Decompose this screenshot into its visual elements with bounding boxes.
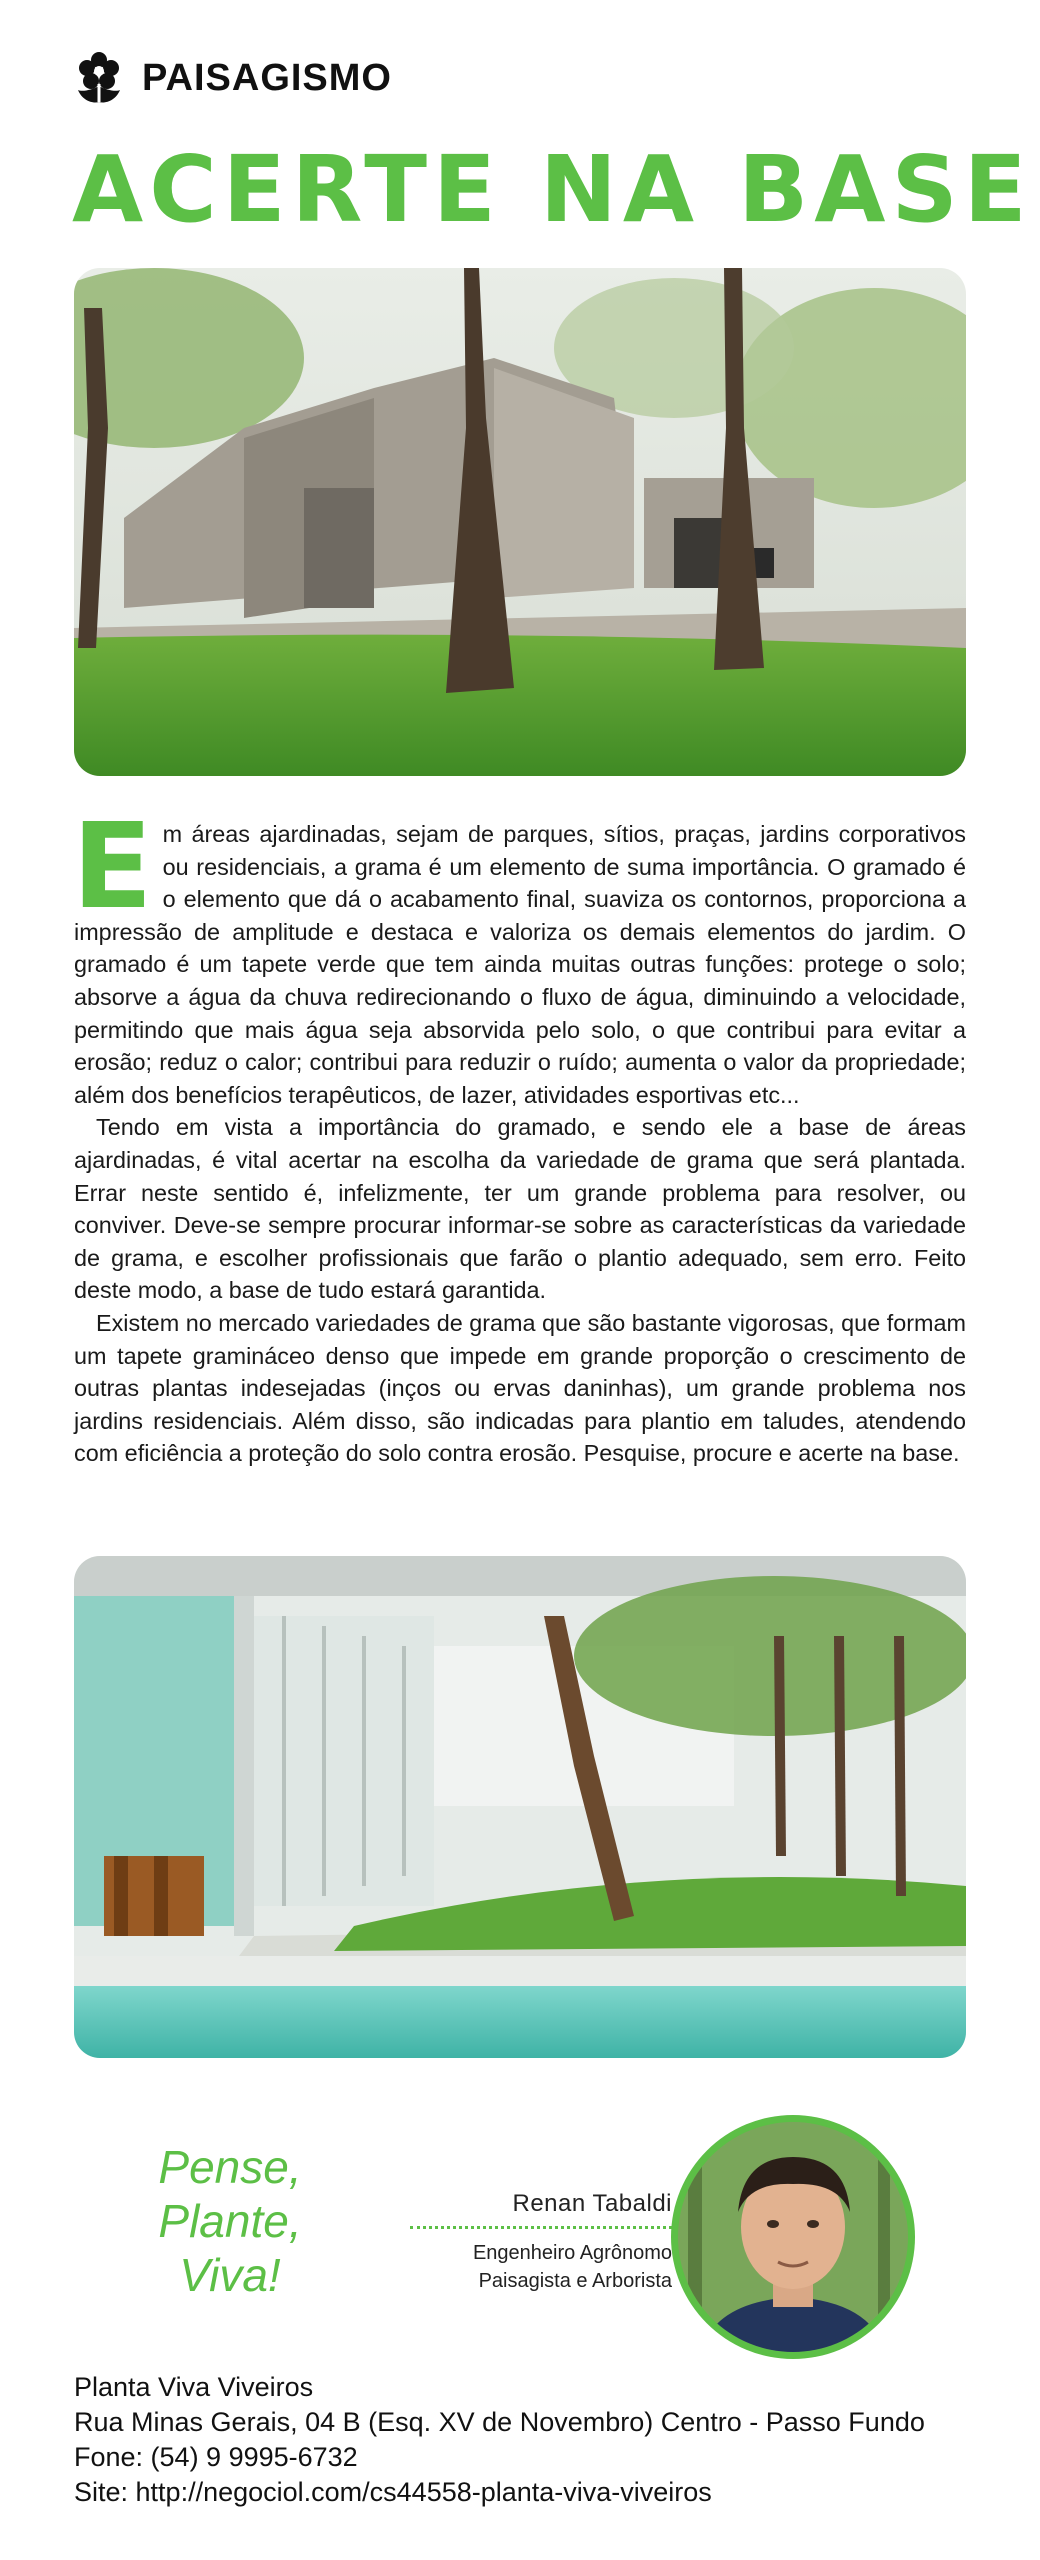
dropcap: E (72, 797, 153, 935)
section-header (74, 50, 392, 106)
slogan-line-2: Plante, (158, 2195, 302, 2247)
slogan (120, 2140, 340, 2302)
slogan-line-1: Pense, (158, 2141, 302, 2193)
author-role-line-2: Paisagista e Arborista (478, 2270, 672, 2292)
author-name: Renan Tabaldi (512, 2190, 672, 2217)
section-label: PAISAGISMO (142, 56, 392, 99)
article-paragraph-1 (72, 797, 966, 1111)
author-avatar (668, 2112, 918, 2362)
modern-house-lawn-photo (74, 268, 966, 776)
author-block (390, 2190, 672, 2295)
headline: ACERTE NA BASE (72, 136, 1033, 243)
company-phone: Fone: (54) 9 9995-6732 (74, 2442, 358, 2472)
article-paragraph-2: Tendo em vista a importância do gramado, e sendo ele a base de áreas ajardinadas, é vital acertar na escolha da variedade de grama que será plantada. Errar neste sentido é, infelizmente, ter um grande problema para resolver, ou conviver. Deve-se sempre procurar informar-se sobre as características da variedade de grama, e escolher profissionais que farão o plantio adequado, sem erro. Feito deste modo, a base de tudo estará garantida. (74, 1114, 966, 1304)
courtyard-pool-lawn-photo (74, 1556, 966, 2058)
company-site: Site: http://negociol.com/cs44558-planta-viva-viveiros (74, 2477, 712, 2507)
contact-info (74, 2370, 925, 2510)
company-name: Planta Viva Viveiros (74, 2372, 314, 2402)
author-divider (410, 2226, 672, 2229)
author-role-line-1: Engenheiro Agrônomo (472, 2242, 672, 2264)
flower-icon (74, 50, 124, 106)
article-paragraph-1-text: m áreas ajardinadas, sejam de parques, sítios, praças, jardins corporativos ou residenciais, a grama é um elemento de suma importância. O gramado é o elemento que dá o acabamento final, suaviza os contornos, proporciona a impressão de amplitude e destaca e valoriza os demais elementos do jardim. O gramado é um tapete verde que tem ainda muitas outras funções: protege o solo; absorve a água da chuva redirecionando o fluxo de água, diminuindo a velocidade, permitindo que mais água seja absorvida pelo solo, o que contribui para evitar a erosão; reduz o calor; contribui para reduzir o ruído; aumenta o valor da propriedade; além dos benefícios terapêuticos, de lazer, atividades esportivas etc... (74, 821, 966, 1108)
slogan-line-3: Viva! (179, 2249, 281, 2301)
article-body (72, 797, 966, 1470)
company-address: Rua Minas Gerais, 04 B (Esq. XV de Novembro) Centro - Passo Fundo (74, 2407, 925, 2437)
article-paragraph-3: Existem no mercado variedades de grama que são bastante vigorosas, que formam um tapete gramináceo denso que impede em grande proporção o crescimento de outras plantas indesejadas (inços ou ervas daninhas), um grande problema nos jardins residenciais. Além disso, são indicadas para plantio em taludes, atendendo com eficiência a proteção do solo contra erosão. Pesquise, procure e acerte na base. (74, 1309, 966, 1467)
